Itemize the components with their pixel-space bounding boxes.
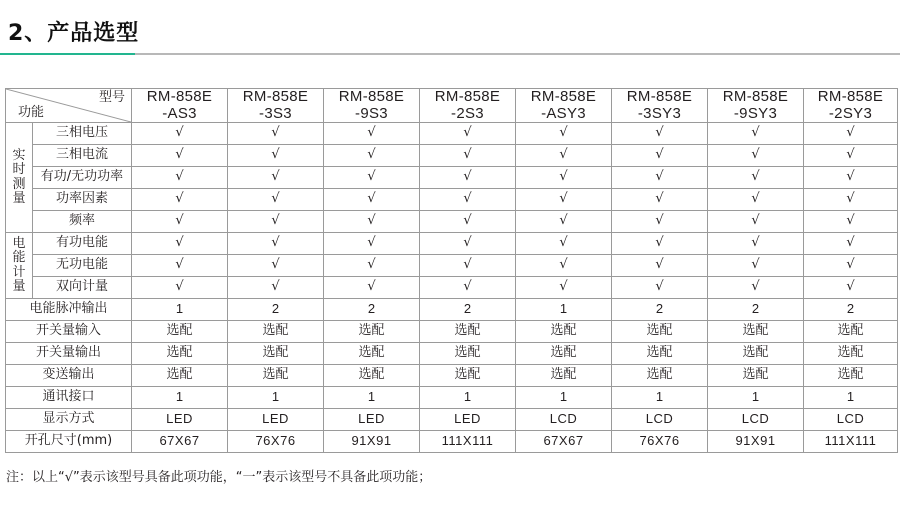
check-mark-cell: √ bbox=[228, 255, 324, 277]
check-mark-cell: √ bbox=[516, 277, 612, 299]
spec-value-cell: 1 bbox=[516, 299, 612, 321]
model-name-line2: -AS3 bbox=[162, 104, 197, 122]
spec-value-cell: 选配 bbox=[324, 365, 420, 387]
spec-value-cell: 1 bbox=[420, 387, 516, 409]
check-mark-cell: √ bbox=[420, 145, 516, 167]
model-name-line1: RM-858E bbox=[817, 88, 884, 105]
model-name-line1: RM-858E bbox=[626, 88, 693, 105]
check-mark-cell: √ bbox=[228, 145, 324, 167]
feature-label: 开关量输出 bbox=[6, 343, 132, 365]
title-divider bbox=[0, 53, 900, 55]
group-label-char: 测 bbox=[12, 176, 26, 192]
check-mark-cell: √ bbox=[228, 167, 324, 189]
spec-value-cell: 选配 bbox=[516, 365, 612, 387]
check-mark-cell: √ bbox=[132, 145, 228, 167]
spec-value-cell: 选配 bbox=[804, 321, 898, 343]
check-mark-cell: √ bbox=[708, 167, 804, 189]
spec-value-cell: 选配 bbox=[804, 365, 898, 387]
check-mark-cell: √ bbox=[708, 145, 804, 167]
check-mark-cell: √ bbox=[228, 123, 324, 145]
check-mark-cell: √ bbox=[804, 277, 898, 299]
table-row bbox=[6, 431, 898, 453]
feature-label: 显示方式 bbox=[6, 409, 132, 431]
check-mark-cell: √ bbox=[516, 255, 612, 277]
table-row bbox=[6, 343, 898, 365]
spec-value-cell: 1 bbox=[132, 299, 228, 321]
table-header-row bbox=[6, 89, 898, 123]
group-label-char: 计 bbox=[12, 264, 26, 280]
feature-label: 功率因素 bbox=[33, 189, 132, 211]
table-row bbox=[6, 123, 898, 145]
feature-label: 开关量输入 bbox=[6, 321, 132, 343]
spec-value-cell: 67X67 bbox=[516, 431, 612, 453]
check-mark-cell: √ bbox=[804, 189, 898, 211]
spec-value-cell: 1 bbox=[708, 387, 804, 409]
check-mark-cell: √ bbox=[612, 189, 708, 211]
feature-label: 变送输出 bbox=[6, 365, 132, 387]
check-mark-cell: √ bbox=[516, 211, 612, 233]
check-mark-cell: √ bbox=[324, 211, 420, 233]
model-name-line1: RM-858E bbox=[434, 88, 501, 105]
check-mark-cell: √ bbox=[708, 233, 804, 255]
model-name-line2: -2SY3 bbox=[828, 104, 873, 122]
model-name-line2: -9SY3 bbox=[733, 104, 778, 122]
check-mark-cell: √ bbox=[228, 211, 324, 233]
check-mark-cell: √ bbox=[612, 145, 708, 167]
spec-value-cell: LCD bbox=[516, 409, 612, 431]
spec-value-cell: 选配 bbox=[132, 343, 228, 365]
model-name-line1: RM-858E bbox=[146, 88, 213, 105]
model-header bbox=[420, 89, 516, 123]
model-name-line1: RM-858E bbox=[338, 88, 405, 105]
check-mark-cell: √ bbox=[324, 167, 420, 189]
spec-value-cell: 选配 bbox=[420, 343, 516, 365]
check-mark-cell: √ bbox=[132, 255, 228, 277]
check-mark-cell: √ bbox=[324, 277, 420, 299]
table-row bbox=[6, 145, 898, 167]
check-mark-cell: √ bbox=[708, 255, 804, 277]
spec-value-cell: 76X76 bbox=[612, 431, 708, 453]
model-name-line1: RM-858E bbox=[242, 88, 309, 105]
group-label-char: 实 bbox=[12, 147, 26, 163]
feature-label: 无功电能 bbox=[33, 255, 132, 277]
check-mark-cell: √ bbox=[420, 233, 516, 255]
check-mark-cell: √ bbox=[804, 255, 898, 277]
spec-value-cell: LCD bbox=[804, 409, 898, 431]
group-label bbox=[6, 233, 33, 299]
check-mark-cell: √ bbox=[804, 123, 898, 145]
spec-value-cell: 91X91 bbox=[708, 431, 804, 453]
table-row bbox=[6, 299, 898, 321]
check-mark-cell: √ bbox=[804, 167, 898, 189]
check-mark-cell: √ bbox=[612, 255, 708, 277]
spec-value-cell: LCD bbox=[708, 409, 804, 431]
spec-value-cell: 选配 bbox=[612, 321, 708, 343]
table-row bbox=[6, 387, 898, 409]
check-mark-cell: √ bbox=[132, 189, 228, 211]
spec-value-cell: 111X111 bbox=[420, 431, 516, 453]
check-mark-cell: √ bbox=[324, 123, 420, 145]
spec-value-cell: 2 bbox=[420, 299, 516, 321]
model-name-line1: RM-858E bbox=[530, 88, 597, 105]
spec-value-cell: 76X76 bbox=[228, 431, 324, 453]
check-mark-cell: √ bbox=[612, 211, 708, 233]
spec-value-cell: 1 bbox=[132, 387, 228, 409]
table-row bbox=[6, 277, 898, 299]
table-row bbox=[6, 189, 898, 211]
spec-value-cell: LCD bbox=[612, 409, 708, 431]
check-mark-cell: √ bbox=[132, 167, 228, 189]
check-mark-cell: √ bbox=[132, 233, 228, 255]
spec-value-cell: 1 bbox=[804, 387, 898, 409]
model-name-line2: -3S3 bbox=[259, 104, 292, 122]
spec-value-cell: 选配 bbox=[228, 343, 324, 365]
feature-label: 有功电能 bbox=[33, 233, 132, 255]
spec-value-cell: 选配 bbox=[420, 321, 516, 343]
group-label-char: 量 bbox=[12, 278, 26, 294]
check-mark-cell: √ bbox=[420, 123, 516, 145]
spec-value-cell: 选配 bbox=[708, 321, 804, 343]
group-label bbox=[6, 123, 33, 233]
check-mark-cell: √ bbox=[420, 211, 516, 233]
check-mark-cell: √ bbox=[804, 211, 898, 233]
check-mark-cell: √ bbox=[516, 189, 612, 211]
check-mark-cell: √ bbox=[420, 277, 516, 299]
spec-value-cell: 选配 bbox=[516, 321, 612, 343]
spec-value-cell: 2 bbox=[708, 299, 804, 321]
table-row bbox=[6, 167, 898, 189]
spec-value-cell: 2 bbox=[324, 299, 420, 321]
check-mark-cell: √ bbox=[132, 123, 228, 145]
feature-label: 三相电流 bbox=[33, 145, 132, 167]
model-name-line1: RM-858E bbox=[722, 88, 789, 105]
feature-label: 有功/无功功率 bbox=[33, 167, 132, 189]
spec-value-cell: 1 bbox=[516, 387, 612, 409]
table-row bbox=[6, 409, 898, 431]
check-mark-cell: √ bbox=[612, 277, 708, 299]
check-mark-cell: √ bbox=[612, 123, 708, 145]
feature-label: 频率 bbox=[33, 211, 132, 233]
spec-value-cell: LED bbox=[228, 409, 324, 431]
check-mark-cell: √ bbox=[612, 233, 708, 255]
check-mark-cell: √ bbox=[516, 123, 612, 145]
model-name-line2: -2S3 bbox=[451, 104, 484, 122]
spec-value-cell: LED bbox=[324, 409, 420, 431]
spec-value-cell: 选配 bbox=[324, 321, 420, 343]
model-name-line2: -ASY3 bbox=[541, 104, 586, 122]
group-label-char: 能 bbox=[12, 250, 26, 266]
check-mark-cell: √ bbox=[804, 145, 898, 167]
check-mark-cell: √ bbox=[132, 277, 228, 299]
spec-value-cell: 2 bbox=[612, 299, 708, 321]
check-mark-cell: √ bbox=[324, 189, 420, 211]
check-mark-cell: √ bbox=[612, 167, 708, 189]
spec-value-cell: LED bbox=[132, 409, 228, 431]
check-mark-cell: √ bbox=[708, 277, 804, 299]
corner-model-label: 型号 bbox=[98, 90, 125, 105]
spec-value-cell: 选配 bbox=[132, 321, 228, 343]
spec-value-cell: 选配 bbox=[708, 343, 804, 365]
check-mark-cell: √ bbox=[420, 189, 516, 211]
check-mark-cell: √ bbox=[516, 145, 612, 167]
group-label-char: 时 bbox=[12, 162, 26, 178]
group-label-char: 量 bbox=[12, 190, 26, 206]
table-row bbox=[6, 365, 898, 387]
table-row bbox=[6, 233, 898, 255]
table-row bbox=[6, 321, 898, 343]
check-mark-cell: √ bbox=[516, 233, 612, 255]
feature-label: 三相电压 bbox=[33, 123, 132, 145]
group-label-char: 电 bbox=[12, 235, 26, 251]
spec-value-cell: 选配 bbox=[708, 365, 804, 387]
spec-value-cell: 选配 bbox=[516, 343, 612, 365]
model-header bbox=[228, 89, 324, 123]
check-mark-cell: √ bbox=[420, 255, 516, 277]
model-header bbox=[708, 89, 804, 123]
spec-value-cell: 1 bbox=[612, 387, 708, 409]
corner-header-cell bbox=[6, 89, 132, 123]
check-mark-cell: √ bbox=[324, 145, 420, 167]
spec-value-cell: 1 bbox=[228, 387, 324, 409]
model-name-line2: -9S3 bbox=[355, 104, 388, 122]
footnote: 注：以上“√”表示该型号具备此项功能，“一”表示该型号不具备此项功能； bbox=[6, 470, 432, 485]
spec-value-cell: 选配 bbox=[804, 343, 898, 365]
spec-value-cell: 选配 bbox=[420, 365, 516, 387]
model-header bbox=[516, 89, 612, 123]
spec-value-cell: LED bbox=[420, 409, 516, 431]
spec-value-cell: 选配 bbox=[612, 365, 708, 387]
spec-value-cell: 选配 bbox=[228, 321, 324, 343]
model-name-line2: -3SY3 bbox=[637, 104, 682, 122]
model-header bbox=[612, 89, 708, 123]
check-mark-cell: √ bbox=[228, 277, 324, 299]
check-mark-cell: √ bbox=[708, 211, 804, 233]
spec-value-cell: 选配 bbox=[228, 365, 324, 387]
check-mark-cell: √ bbox=[804, 233, 898, 255]
feature-label: 电能脉冲输出 bbox=[6, 299, 132, 321]
section-title: 2、产品选型 bbox=[8, 21, 140, 46]
table-row bbox=[6, 211, 898, 233]
spec-value-cell: 2 bbox=[804, 299, 898, 321]
spec-value-cell: 选配 bbox=[324, 343, 420, 365]
corner-function-label: 功能 bbox=[18, 104, 45, 120]
table-row bbox=[6, 255, 898, 277]
check-mark-cell: √ bbox=[132, 211, 228, 233]
spec-value-cell: 67X67 bbox=[132, 431, 228, 453]
spec-value-cell: 111X111 bbox=[804, 431, 898, 453]
check-mark-cell: √ bbox=[324, 233, 420, 255]
check-mark-cell: √ bbox=[228, 233, 324, 255]
spec-value-cell: 2 bbox=[228, 299, 324, 321]
feature-label: 开孔尺寸(mm) bbox=[6, 431, 132, 453]
spec-value-cell: 选配 bbox=[132, 365, 228, 387]
model-header bbox=[324, 89, 420, 123]
spec-value-cell: 91X91 bbox=[324, 431, 420, 453]
feature-label: 双向计量 bbox=[33, 277, 132, 299]
check-mark-cell: √ bbox=[228, 189, 324, 211]
model-header bbox=[132, 89, 228, 123]
check-mark-cell: √ bbox=[708, 123, 804, 145]
check-mark-cell: √ bbox=[420, 167, 516, 189]
model-header bbox=[804, 89, 898, 123]
spec-value-cell: 1 bbox=[324, 387, 420, 409]
check-mark-cell: √ bbox=[324, 255, 420, 277]
check-mark-cell: √ bbox=[516, 167, 612, 189]
product-selection-table bbox=[5, 88, 898, 453]
check-mark-cell: √ bbox=[708, 189, 804, 211]
spec-value-cell: 选配 bbox=[612, 343, 708, 365]
feature-label: 通讯接口 bbox=[6, 387, 132, 409]
